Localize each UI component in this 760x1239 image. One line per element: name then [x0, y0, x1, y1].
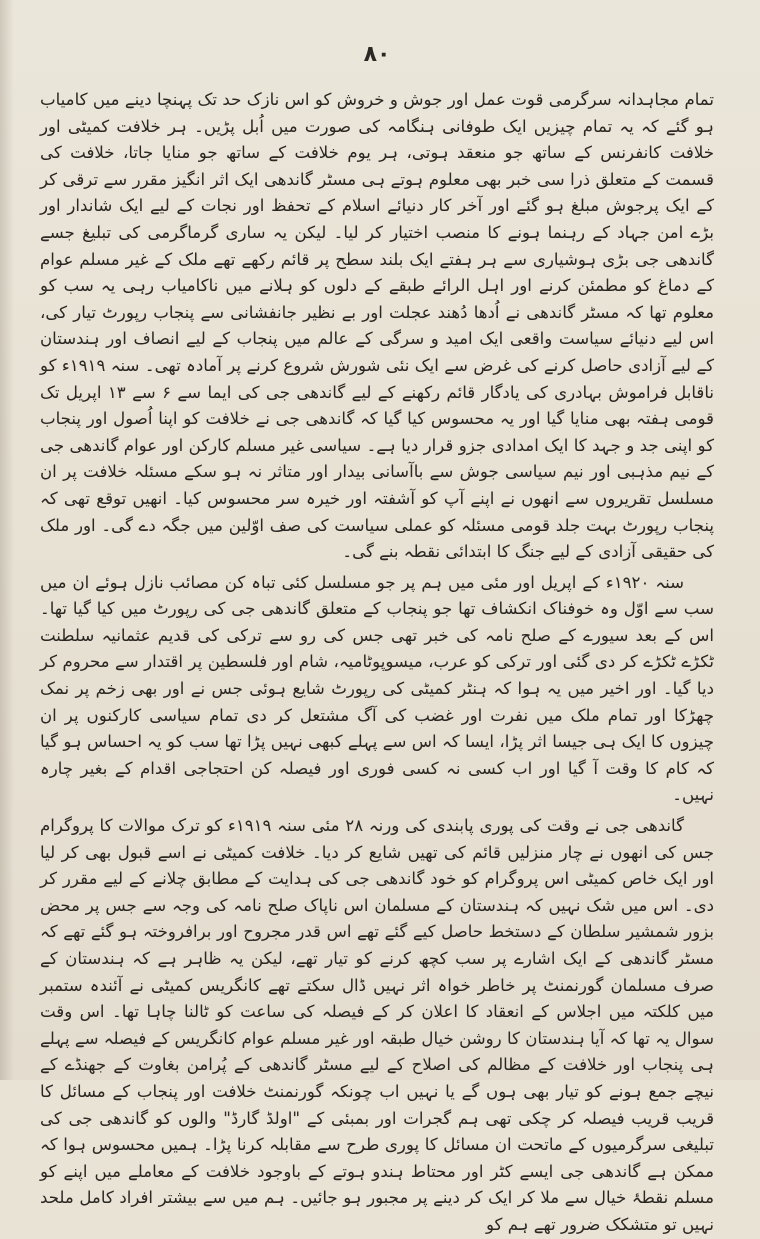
- page-body: [40, 87, 714, 1239]
- paragraph-1: تمام مجاہدانہ سرگرمی قوت عمل اور جوش و خروش کو اس نازک حد تک پہنچا دینے میں کامیاب ہو گئے کہ یہ تمام چیزیں ایک طوفانی ہنگامہ کی صورت میں اُبل پڑیں۔ ہر خلافت کمیٹی اور خلافت کانفرنس کے ساتھ جو منعقد ہوتی، ہر یوم خلافت کے ساتھ جو منایا جاتا، خلافت کی قسمت کے متعلق ذرا سی خبر بھی معلوم ہوتے ہی مسٹر گاندھی ایک اثر انگیز مقرر سے ترقی کر کے ایک پرجوش مبلغ ہو گئے اور آخر کار دنیائے اسلام کے تحفظ اور نجات کے لیے ایک شاندار اور بڑے امن جہاد کے رہنما ہونے کا منصب اختیار کر لیا۔ لیکن یہ ساری گرماگرمی کی تبلیغ جسے گاندھی جی بڑی ہوشیاری سے ہر ہفتے ایک بلند سطح پر قائم رکھے تھے ملک کے غیر مسلم عوام کے دماغ کو مطمئن کرنے اور اہل الرائے طبقے کے دلوں کو ہلانے میں ناکامیاب رہی یہ سب کو معلوم تھا کہ مسٹر گاندھی نے اُدھا دُھند عجلت اور بے نظیر جانفشانی سے پنجاب رپورٹ تیار کی، اس لیے دنیائے سیاست واقعی ایک امید و سرگی کے عالم میں پنجاب کے لیے انصاف اور ہندستان کے لیے آزادی حاصل کرنے کی غرض سے ایک نئی شورش شروع کرنے پر آمادہ تھی۔ سنہ ۱۹۱۹ء کو ناقابل فراموش بہادری کی یادگار قائم رکھنے کے لیے گاندھی جی کی ایما سے ۶ سے ۱۳ اپریل تک قومی ہفتہ بھی منایا گیا اور یہ محسوس کیا گیا کہ گاندھی جی نے خلافت کو اپنا اُصول اور پنجاب کو اپنی جد و جہد کا ایک امدادی جزو قرار دیا ہے۔ سیاسی غیر مسلم کارکن اور عوام گاندھی جی کے نیم مذہبی اور نیم سیاسی جوش سے باآسانی بیدار اور متاثر نہ ہو سکے مسئلہ خلافت پر ان مسلسل تقریروں سے انھوں نے اپنے آپ کو آشفتہ اور خیرہ سر محسوس کیا۔ انھیں توقع تھی کہ پنجاب رپورٹ بہت جلد قومی مسئلہ کو عملی سیاست کی صف اوّلین میں جگہ دے گی۔ اور ملک کی حقیقی آزادی کے لیے جنگ کا ابتدائی نقطہ بنے گی۔: [40, 90, 714, 562]
- page-number: ۸۰: [363, 42, 391, 67]
- paragraph-2: سنہ ۱۹۲۰ء کے اپریل اور مئی میں ہم پر جو مسلسل کئی تباہ کن مصائب نازل ہوئے ان میں سب سے اوّل وہ خوفناک انکشاف تھا جو پنجاب کے متعلق گاندھی جی کی رپورٹ میں کیا گیا تھا۔ اس کے بعد سیورے کے صلح نامہ کی خبر تھی جس کی رو سے ترکی کی قدیم عثمانیہ سلطنت ٹکڑے ٹکڑے کر دی گئی اور ترکی کو عرب، میسوپوٹامیہ، شام اور فلسطین پر اقتدار سے محروم کر دیا گیا۔ اور اخیر میں یہ ہوا کہ ہنٹر کمیٹی کی رپورٹ شایع ہوئی جس نے اور بھی زخم پر نمک چھڑکا اور تمام ملک میں نفرت اور غضب کی آگ مشتعل کر دی تمام سیاسی کارکنوں پر ان چیزوں کا ایک ہی جیسا اثر پڑا، ایسا کہ اس سے پہلے کبھی نہیں پڑا تھا سب کو یہ احساس ہو گیا کہ کام کا وقت آ گیا اور اب کسی نہ کسی فوری اور فیصلہ کن احتجاجی اقدام کے بغیر چارہ نہیں۔: [40, 572, 714, 805]
- paragraph-3: گاندھی جی نے وقت کی پوری پابندی کی ورنہ ۲۸ مئی سنہ ۱۹۱۹ء کو ترک موالات کا پروگرام جس کی انھوں نے چار منزلیں قائم کی تھیں شایع کر دیا۔ خلافت کمیٹی نے اسے قبول بھی کر لیا اور ایک خاص کمیٹی اس پروگرام کو خود گاندھی جی کی ہدایت کے مطابق چلانے کے لیے مقرر کر دی۔ اس میں شک نہیں کہ ہندستان کے مسلمان اس ناپاک صلح نامہ کی وجہ سے جس پر محض بزور شمشیر سلطان کے دستخط حاصل کیے گئے تھے اس قدر مجروح اور برافروختہ ہو گئے تھے کہ مسٹر گاندھی کے ایک اشارے پر سب کچھ کرنے کو تیار تھے، لیکن یہ ظاہر ہے کہ ہندستان کے صرف مسلمان گورنمنٹ پر خاطر خواہ اثر نہیں ڈال سکتے تھے کانگریس کمیٹی نے آئندہ ستمبر میں کلکتہ میں اجلاس کے انعقاد کا اعلان کر کے فیصلہ کی ساعت کو ٹالنا چاہا تھا۔ اس وقت سوال یہ تھا کہ آیا ہندستان کا روشن خیال طبقہ اور غیر مسلم عوام کانگریس کے فیصلہ سے پہلے ہی پنجاب اور خلافت کے مظالم کی اصلاح کے لیے مسٹر گاندھی کے پُرامن بغاوت کے جھنڈے کے نیچے جمع ہونے کو تیار بھی ہوں گے یا نہیں اب چونکہ گورنمنٹ خلافت اور پنجاب کے مسائل کا قریب قریب فیصلہ کر چکی تھی ہم گجرات اور بمبئی کے "اولڈ گارڈ" والوں کو گاندھی جی کی تبلیغی سرگرمیوں کے ماتحت ان مسائل کا پوری طرح سے مقابلہ کرنا پڑا۔ ہمیں محسوس ہوا کہ ممکن ہے گاندھی جی ایسے کٹر اور محتاط ہندو ہوتے کے باوجود خلافت کے معاملے میں اپنے کو مسلم نقطۂ خیال سے ملا کر ایک کر دینے پر مجبور ہو جائیں۔ ہم میں سے بیشتر افراد کامل ملحد نہیں تو متشکک ضرور تھے ہم کو: [40, 816, 714, 1234]
